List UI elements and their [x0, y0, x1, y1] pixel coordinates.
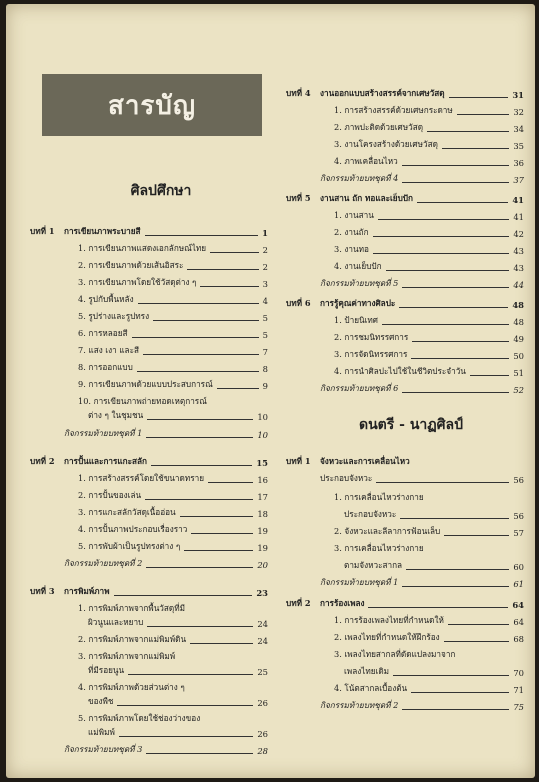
dot-leader	[442, 148, 509, 149]
toc-chapter-entry[interactable]	[286, 191, 524, 205]
dot-leader	[417, 202, 508, 203]
page-number: 2	[262, 245, 268, 255]
toc-item-continuation[interactable]	[30, 615, 268, 629]
page-number: 19	[257, 543, 268, 553]
page-number: 24	[257, 619, 268, 629]
dot-leader	[399, 307, 508, 308]
dot-leader	[376, 482, 509, 483]
activity-title: กิจกรรมท้ายบทชุดที่ 5	[320, 278, 399, 288]
activity-title: กิจกรรมท้ายบทชุดที่ 6	[320, 383, 399, 393]
page-number: 20	[257, 560, 268, 570]
item-title: 3. การแกะสลักวัสดุเนื้ออ่อน	[78, 507, 176, 517]
toc-item-entry[interactable]	[30, 505, 268, 519]
dot-leader	[402, 709, 509, 710]
page-number: 44	[513, 280, 524, 290]
toc-item-continuation[interactable]	[30, 725, 268, 739]
item-title: 5. การพับผ้าเป็นรูปทรงต่าง ๆ	[78, 541, 181, 551]
activity-title: กิจกรรมท้ายบทชุดที่ 1	[64, 428, 143, 438]
toc-activity-entry[interactable]	[286, 575, 524, 589]
toc-right-column-music	[286, 454, 524, 712]
chapter-title: การปั้นและการแกะสลัก	[64, 456, 147, 466]
dot-leader	[382, 324, 509, 325]
dot-leader	[191, 533, 253, 534]
item-title: 1. การสร้างสรรค์โดยใช้ขนาดทราย	[78, 473, 204, 483]
item-title: 3. การเขียนภาพโดยใช้วัสดุต่าง ๆ	[78, 277, 197, 287]
toc-item-entry[interactable]	[286, 613, 524, 627]
chapter-title: งานออกแบบสร้างสรรค์จากเศษวัสดุ	[320, 88, 445, 98]
page-number: 41	[512, 195, 524, 205]
section-heading-music: ดนตรี - นาฏศิลป์	[358, 417, 463, 433]
toc-chapter-entry[interactable]	[30, 454, 268, 468]
item-title: 3. งานทอ	[334, 244, 369, 254]
activity-title: กิจกรรมท้ายบทชุดที่ 1	[320, 577, 399, 587]
page-number: 68	[513, 634, 524, 644]
dot-leader	[411, 692, 509, 693]
toc-item-entry[interactable]	[286, 103, 524, 117]
page-number: 19	[257, 526, 268, 536]
item-title: 2. การปั้นของเล่น	[78, 490, 142, 500]
page-number: 64	[513, 617, 524, 627]
item-title: 4. รูปกับพื้นหลัง	[78, 294, 134, 304]
dot-leader	[373, 236, 510, 237]
chapter-number: บทที่ 2	[30, 456, 55, 466]
page-number: 25	[257, 667, 268, 677]
chapter-number: บทที่ 5	[286, 193, 311, 203]
dot-leader	[137, 371, 259, 372]
activity-title: กิจกรรมท้ายบทชุดที่ 2	[64, 558, 143, 568]
dot-leader	[412, 341, 509, 342]
dot-leader	[373, 253, 509, 254]
dot-leader	[147, 419, 253, 420]
dot-leader	[187, 269, 258, 270]
dot-leader	[128, 674, 253, 675]
toc-right-column-art	[286, 86, 524, 395]
toc-activity-entry[interactable]	[30, 742, 268, 756]
toc-item-entry[interactable]	[30, 309, 268, 323]
dot-leader	[143, 354, 259, 355]
item-title: 7. แสง เงา และสี	[78, 345, 139, 355]
activity-title: กิจกรรมท้ายบทชุดที่ 3	[64, 744, 143, 754]
page-number: 34	[513, 124, 524, 134]
item-title-continued: เพลงไทยเดิม	[344, 666, 390, 676]
toc-chapter-entry[interactable]	[30, 584, 268, 598]
dot-leader	[190, 643, 253, 644]
chapter-number: บทที่ 4	[286, 88, 311, 98]
chapter-title: การพิมพ์ภาพ	[64, 586, 110, 596]
page	[6, 4, 535, 778]
dot-leader	[400, 518, 509, 519]
page-number: 60	[513, 562, 524, 572]
page-number: 64	[512, 600, 524, 610]
page-number: 9	[262, 381, 268, 391]
toc-item-entry[interactable]	[30, 292, 268, 306]
page-number: 10	[257, 430, 268, 440]
toc-item-entry[interactable]	[30, 632, 268, 646]
toc-item-entry[interactable]	[30, 394, 268, 408]
page-number: 71	[513, 685, 524, 695]
item-title: 10. การเขียนภาพถ่ายทอดเหตุการณ์	[78, 396, 207, 406]
toc-item-entry[interactable]	[286, 330, 524, 344]
dot-leader	[184, 550, 253, 551]
page-number: 15	[256, 458, 268, 468]
dot-leader	[151, 465, 252, 466]
dot-leader	[114, 595, 253, 596]
dot-leader	[146, 753, 253, 754]
item-title: 4. การปั้นภาพประกอบเรื่องราว	[78, 524, 188, 534]
page-number: 56	[513, 475, 524, 485]
dot-leader	[402, 287, 509, 288]
item-title: 1. การร้องเพลงไทยที่กำหนดให้	[334, 615, 444, 625]
toc-item-entry[interactable]	[286, 313, 524, 327]
dot-leader	[147, 626, 253, 627]
item-title: 2. การพิมพ์ภาพจากแม่พิมพ์ดิน	[78, 634, 187, 644]
toc-item-entry[interactable]	[286, 137, 524, 151]
item-title-continued: แม่พิมพ์	[88, 727, 115, 737]
page-number: 49	[513, 334, 524, 344]
item-title-continued: ที่มีรอยนูน	[88, 665, 125, 675]
dot-leader	[368, 607, 508, 608]
dot-leader	[145, 499, 253, 500]
toc-activity-entry[interactable]	[286, 276, 524, 290]
item-title: 8. การออกแบบ	[78, 362, 133, 372]
dot-leader	[402, 182, 509, 183]
dot-leader	[406, 569, 509, 570]
item-title: 5. การพิมพ์ภาพโดยใช้ช่องว่างของ	[78, 713, 201, 723]
page-number: 57	[513, 528, 524, 538]
page-number: 51	[513, 368, 524, 378]
page-number: 26	[257, 729, 268, 739]
item-title: 2. งานถัก	[334, 227, 369, 237]
toc-item-entry[interactable]	[286, 647, 524, 661]
toc-item-entry[interactable]	[30, 275, 268, 289]
activity-title: กิจกรรมท้ายบทชุดที่ 2	[320, 700, 399, 710]
page-number: 42	[513, 229, 524, 239]
toc-item-entry[interactable]	[30, 680, 268, 694]
toc-item-entry[interactable]	[30, 241, 268, 255]
page-number: 24	[257, 636, 268, 646]
page-number: 3	[262, 279, 268, 289]
dot-leader	[444, 535, 509, 536]
toc-item-entry[interactable]	[30, 522, 268, 536]
toc-item-entry[interactable]	[30, 326, 268, 340]
item-title-continued: ของพืช	[88, 696, 114, 706]
item-title: 2. ภาพปะติดด้วยเศษวัสดุ	[334, 122, 424, 132]
section-heading-art: ศิลปศึกษา	[130, 183, 192, 199]
page-number: 61	[513, 579, 524, 589]
dot-leader	[153, 320, 259, 321]
item-title: 4. โน้ตสากลเบื้องต้น	[334, 683, 408, 693]
page-number: 41	[513, 212, 524, 222]
dot-leader	[411, 358, 509, 359]
item-title: 1. ป้ายนิเทศ	[334, 315, 378, 325]
chapter-number: บทที่ 1	[30, 226, 55, 236]
chapter-number: บทที่ 2	[286, 598, 311, 608]
toc-item-entry[interactable]	[30, 343, 268, 357]
page-number: 1	[262, 228, 268, 238]
toc-item-entry[interactable]	[286, 524, 524, 538]
page-number: 5	[262, 313, 268, 323]
chapter-number: บทที่ 6	[286, 298, 311, 308]
toc-chapter-entry[interactable]	[286, 596, 524, 610]
toc-item-entry[interactable]	[30, 471, 268, 485]
page-number: 70	[513, 668, 524, 678]
toc-activity-entry[interactable]	[286, 698, 524, 712]
page-number: 4	[262, 296, 268, 306]
toc-item-entry[interactable]	[30, 711, 268, 725]
toc-item-entry[interactable]	[286, 681, 524, 695]
toc-chapter-continuation[interactable]	[286, 471, 524, 485]
page-number: 52	[513, 385, 524, 395]
page-number: 50	[513, 351, 524, 361]
item-title: 3. การเคลื่อนไหวร่างกาย	[334, 543, 424, 553]
toc-item-continuation[interactable]	[30, 663, 268, 677]
item-title: 4. ภาพเคลื่อนไหว	[334, 156, 398, 166]
item-title: 3. การจัดนิทรรศการ	[334, 349, 408, 359]
item-title: 4. การนำศิลปะไปใช้ในชีวิตประจำวัน	[334, 366, 466, 376]
toc-item-entry[interactable]	[286, 364, 524, 378]
page-number: 32	[513, 107, 524, 117]
chapter-title: จังหวะและการเคลื่อนไหว	[320, 456, 410, 466]
page-number: 56	[513, 511, 524, 521]
chapter-title-continued: ประกอบจังหวะ	[320, 473, 373, 483]
toc-activity-entry[interactable]	[286, 381, 524, 395]
dot-leader	[470, 375, 509, 376]
toc-activity-entry[interactable]	[30, 426, 268, 440]
chapter-title: การรู้คุณค่าทางศิลปะ	[320, 298, 396, 308]
page-number: 75	[513, 702, 524, 712]
toc-left-column	[30, 214, 268, 756]
item-title-continued: ประกอบจังหวะ	[344, 509, 397, 519]
dot-leader	[386, 270, 510, 271]
item-title: 1. การเขียนภาพแสดงเอกลักษณ์ไทย	[78, 243, 207, 253]
item-title-continued: ต่าง ๆ ในชุมชน	[88, 410, 144, 420]
dot-leader	[117, 705, 253, 706]
toc-item-entry[interactable]	[30, 601, 268, 615]
page-number: 2	[262, 262, 268, 272]
page-number: 28	[257, 746, 268, 756]
toc-item-entry[interactable]	[286, 208, 524, 222]
chapter-number: บทที่ 1	[286, 456, 311, 466]
item-title: 9. การเขียนภาพด้วยแบบประสบการณ์	[78, 379, 213, 389]
dot-leader	[138, 303, 259, 304]
item-title: 2. การชมนิทรรศการ	[334, 332, 409, 342]
dot-leader	[217, 388, 259, 389]
item-title: 1. การเคลื่อนไหวร่างกาย	[334, 492, 424, 502]
page-number: 43	[513, 246, 524, 256]
toc-item-entry[interactable]	[286, 259, 524, 273]
toc-item-continuation[interactable]	[286, 507, 524, 521]
toc-item-entry[interactable]	[30, 539, 268, 553]
toc-item-entry[interactable]	[286, 630, 524, 644]
dot-leader	[146, 567, 253, 568]
title-banner	[42, 74, 262, 136]
chapter-title: การเขียนภาพระบายสี	[64, 226, 141, 236]
dot-leader	[393, 675, 509, 676]
item-title: 2. จังหวะและลีลาการฟ้อนเล็บ	[334, 526, 441, 536]
toc-item-entry[interactable]	[30, 649, 268, 663]
toc-item-entry[interactable]	[286, 225, 524, 239]
dot-leader	[402, 392, 509, 393]
dot-leader	[180, 516, 254, 517]
item-title: 2. เพลงไทยที่กำหนดให้ฝึกร้อง	[334, 632, 440, 642]
dot-leader	[378, 219, 510, 220]
toc-chapter-entry[interactable]	[286, 454, 524, 468]
dot-leader	[449, 97, 509, 98]
page-title: สารบัญ	[107, 90, 197, 121]
dot-leader	[402, 165, 510, 166]
page-number: 16	[257, 475, 268, 485]
toc-chapter-entry[interactable]	[30, 224, 268, 238]
dot-leader	[119, 736, 253, 737]
chapter-title: งานสาน ถัก ทอและเย็บปัก	[320, 193, 413, 203]
page-number: 31	[512, 90, 524, 100]
chapter-number: บทที่ 3	[30, 586, 55, 596]
dot-leader	[427, 131, 509, 132]
item-title: 3. งานโครงสร้างด้วยเศษวัสดุ	[334, 139, 438, 149]
dot-leader	[210, 252, 259, 253]
page-number: 36	[513, 158, 524, 168]
dot-leader	[448, 624, 509, 625]
item-title-continued: ตามจังหวะสากล	[344, 560, 403, 570]
item-title: 4. การพิมพ์ภาพด้วยส่วนต่าง ๆ	[78, 682, 185, 692]
item-title: 4. งานเย็บปัก	[334, 261, 382, 271]
item-title-continued: ผิวนูนและหยาบ	[88, 617, 144, 627]
dot-leader	[200, 286, 258, 287]
page-number: 5	[262, 330, 268, 340]
page-number: 7	[262, 347, 268, 357]
dot-leader	[444, 641, 510, 642]
toc-item-entry[interactable]	[286, 541, 524, 555]
dot-leader	[457, 114, 510, 115]
page-number: 23	[256, 588, 268, 598]
page-number: 37	[513, 175, 524, 185]
toc-item-entry[interactable]	[30, 258, 268, 272]
toc-item-entry[interactable]	[286, 154, 524, 168]
page-number: 48	[512, 300, 524, 310]
item-title: 1. งานสาน	[334, 210, 374, 220]
toc-chapter-entry[interactable]	[286, 86, 524, 100]
dot-leader	[146, 437, 253, 438]
item-title: 2. การเขียนภาพด้วยเส้นอิสระ	[78, 260, 184, 270]
toc-item-entry[interactable]	[30, 360, 268, 374]
activity-title: กิจกรรมท้ายบทชุดที่ 4	[320, 173, 399, 183]
item-title: 6. การหลอยสี	[78, 328, 128, 338]
toc-item-continuation[interactable]	[30, 408, 268, 422]
toc-item-entry[interactable]	[286, 347, 524, 361]
item-title: 5. รูปร่างและรูปทรง	[78, 311, 150, 321]
page-number: 26	[257, 698, 268, 708]
page-number: 48	[513, 317, 524, 327]
item-title: 3. เพลงไทยสากลที่ดัดแปลงมาจาก	[334, 649, 456, 659]
dot-leader	[132, 337, 259, 338]
toc-item-continuation[interactable]	[286, 664, 524, 678]
page-number: 10	[257, 412, 268, 422]
toc-activity-entry[interactable]	[30, 556, 268, 570]
toc-item-continuation[interactable]	[286, 558, 524, 572]
toc-chapter-entry[interactable]	[286, 296, 524, 310]
item-title: 3. การพิมพ์ภาพจากแม่พิมพ์	[78, 651, 176, 661]
toc-item-entry[interactable]	[286, 490, 524, 504]
toc-item-entry[interactable]	[30, 377, 268, 391]
item-title: 1. การพิมพ์ภาพจากพื้นวัสดุที่มี	[78, 603, 186, 613]
item-title: 1. การสร้างสรรค์ด้วยเศษกระดาษ	[334, 105, 453, 115]
page-number: 17	[257, 492, 268, 502]
page-number: 18	[257, 509, 268, 519]
chapter-title: การร้องเพลง	[320, 598, 365, 608]
page-number: 35	[513, 141, 524, 151]
toc-item-continuation[interactable]	[30, 694, 268, 708]
dot-leader	[208, 482, 253, 483]
page-number: 43	[513, 263, 524, 273]
toc-item-entry[interactable]	[286, 242, 524, 256]
toc-item-entry[interactable]	[30, 488, 268, 502]
toc-item-entry[interactable]	[286, 120, 524, 134]
dot-leader	[145, 235, 259, 236]
page-number: 8	[262, 364, 268, 374]
toc-activity-entry[interactable]	[286, 171, 524, 185]
dot-leader	[402, 586, 509, 587]
